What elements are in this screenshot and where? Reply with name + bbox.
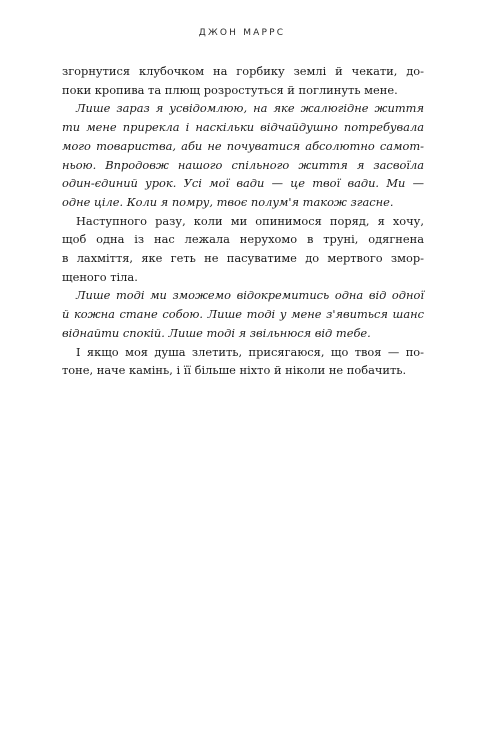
paragraph-3 (62, 212, 424, 287)
paragraph-4 (62, 286, 424, 342)
paragraph-5 (62, 343, 424, 380)
text-line: один-єдиний урок. Усі мої вади — це твої вади. Ми — (62, 176, 424, 191)
body-text (62, 62, 424, 380)
text-line: ти мене прирекла і наскільки відчайдушно потребувала (62, 120, 424, 135)
text-line: Лише зараз я усвідомлюю, на яке жалюгідне життя (76, 101, 424, 116)
text-line: в лахміття, яке геть не пасуватиме до мертвого змор- (62, 251, 424, 266)
paragraph-2 (62, 99, 424, 211)
text-line: одне ціле. Коли я помру, твоє полум'я також згасне. (62, 194, 394, 209)
text-line: тоне, наче камінь, і її більше ніхто й ніколи не побачить. (62, 363, 407, 378)
running-head-author: ДЖОН МАРРС (198, 28, 286, 38)
text-line: щоб одна із нас лежала нерухомо в труні, одягнена (62, 232, 424, 247)
text-line: поки кропива та плющ розростуться й поглинуть мене. (62, 82, 398, 97)
paragraph-1 (62, 62, 424, 99)
text-line: щеного тіла. (62, 269, 138, 284)
text-line: згорнутися клубочком на горбику землі й чекати, до- (62, 64, 424, 78)
text-line: віднайти спокій. Лише тоді я звільнюся від тебе. (62, 325, 371, 340)
text-line: Лише тоді ми зможемо відокремитись одна від одної (76, 288, 424, 303)
text-line: й кожна стане собою. Лише тоді у мене з'явиться шанс (62, 307, 424, 322)
text-line: ньою. Впродовж нашого спільного життя я засвоїла (62, 157, 424, 172)
text-line: І якщо моя душа злетить, присягаюся, що твоя — по- (76, 344, 424, 359)
text-line: мого товариства, аби не почуватися абсолютно самот- (62, 138, 424, 153)
text-line: Наступного разу, коли ми опинимося поряд, я хочу, (76, 213, 424, 228)
